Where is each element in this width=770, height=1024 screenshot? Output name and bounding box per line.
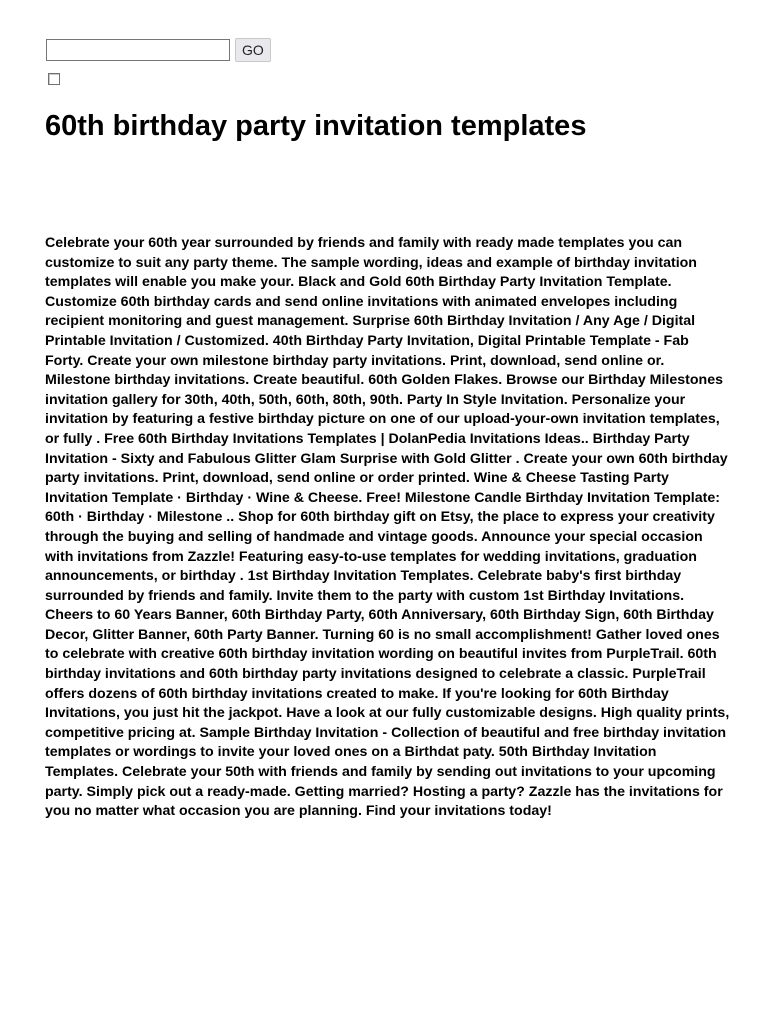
page-title: 60th birthday party invitation templates <box>45 110 587 142</box>
go-button[interactable]: GO <box>235 38 271 62</box>
checkbox[interactable] <box>48 73 60 85</box>
article-body: Celebrate your 60th year surrounded by friends and family with ready made templates you can customize to suit any party theme. The sample wording, ideas and example of birthday invitation templates will enable you make your. Black and Gold 60th Birthday Party Invitation Template. Customize 60th birthday cards and send online invitations with animated envelopes including recipient monitoring and guest management. Surprise 60th Birthday Invitation / Any Age / Digital Printable Invitation / Customized. 40th Birthday Party Invitation, Digital Printable Template - Fab Forty. Create your own milestone birthday party invitations. Print, download, send online or. Milestone birthday invitations. Create beautiful. 60th Golden Flakes. Browse our Birthday Milestones invitation gallery for 30th, 40th, 50th, 60th, 80th, 90th. Party In Style Invitation. Personalize your invitation by featuring a festive birthday picture on one of our upload-your-own invitation templates, or fully . Free 60th Birthday Invitations Templates | DolanPedia Invitations Ideas.. Birthday Party Invitation - Sixty and Fabulous Glitter Glam Surprise with Gold Glitter . Create your own 60th birthday party invitations. Print, download, send online or order printed. Wine & Cheese Tasting Party Invitation Template · Birthday · Wine & Cheese. Free! Milestone Candle Birthday Invitation Template: 60th · Birthday · Milestone .. Shop for 60th birthday gift on Etsy, the place to express your creativity through the buying and selling of handmade and vintage goods. Announce your special occasion with invitations from Zazzle! Featuring easy-to-use templates for wedding invitations, graduation announcements, or birthday . 1st Birthday Invitation Templates. Celebrate baby's first birthday surrounded by friends and family. Invite them to the party with custom 1st Birthday Invitations. Cheers to 60 Years Banner, 60th Birthday Party, 60th Anniversary, 60th Birthday Sign, 60th Birthday Decor, Glitter Banner, 60th Party Banner. Turning 60 is no small accomplishment! Gather loved ones to celebrate with creative 60th birthday invitation wording on beautiful invites from PurpleTrail. 60th birthday invitations and 60th birthday party invitations designed to celebrate a classic. PurpleTrail offers dozens of 60th birthday invitations created to make. If you're looking for 60th Birthday Invitations, you just hit the jackpot. Have a look at our fully customizable designs. High quality prints, competitive pricing at. Sample Birthday Invitation - Collection of beautiful and free birthday invitation templates or wordings to invite your loved ones on a Birthdat paty. 50th Birthday Invitation Templates. Celebrate your 50th with friends and family by sending out invitations to your upcoming party. Simply pick out a ready-made. Getting married? Hosting a party? Zazzle has the invitations for you no matter what occasion you are planning. Find your invitations today! <box>45 235 730 820</box>
search-input[interactable] <box>46 39 230 61</box>
search-form <box>46 38 271 62</box>
